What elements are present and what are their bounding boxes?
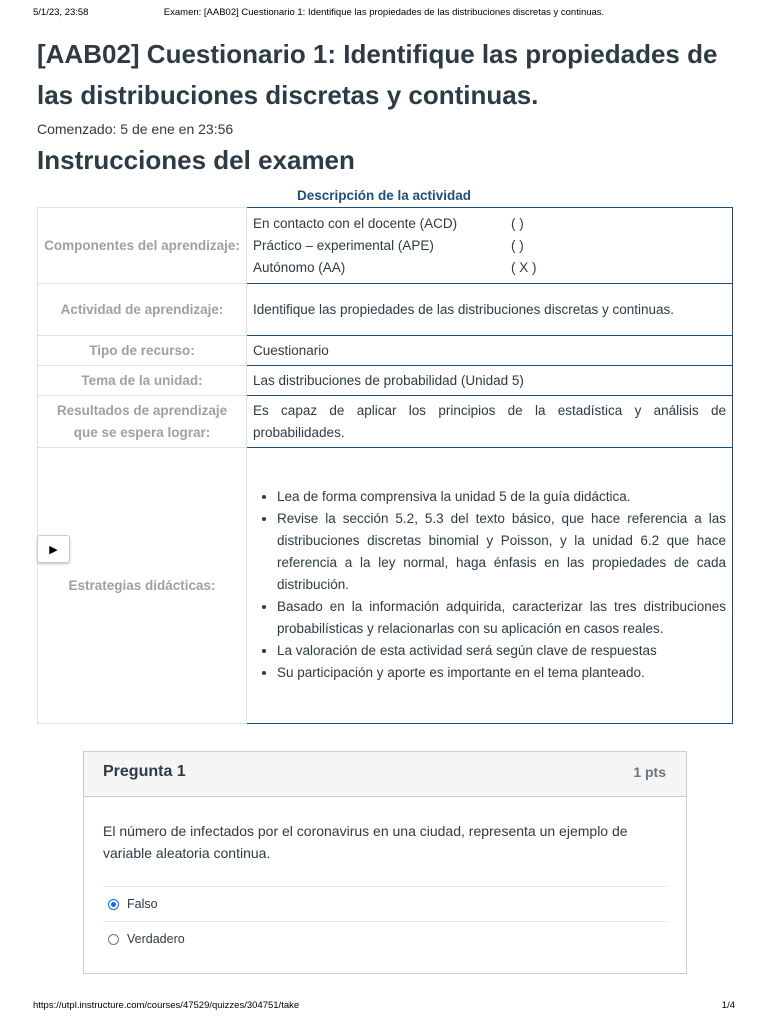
activity-table — [37, 207, 733, 724]
component-item — [253, 257, 726, 279]
answer-option-verdadero[interactable] — [103, 921, 667, 956]
component-text: Autónomo (AA) — [253, 259, 346, 275]
started-timestamp: Comenzado: 5 de ene en 23:56 — [37, 121, 234, 137]
learning-activity-label: Actividad de aprendizaje: — [38, 284, 247, 336]
question-card — [83, 751, 687, 974]
radio-unselected-icon[interactable] — [108, 934, 119, 945]
unit-topic-label: Tema de la unidad: — [38, 366, 247, 396]
play-button[interactable] — [37, 535, 70, 563]
resource-type-value: Cuestionario — [247, 336, 733, 366]
component-mark: ( X ) — [511, 259, 537, 275]
list-item: • Lea de forma comprensiva la unidad 5 de la guía didáctica. — [277, 486, 726, 508]
list-item: • Basado en la información adquirida, caracterizar las tres distribuciones probabilísticas y relacionarlas con su aplicación en casos reales. — [277, 596, 726, 640]
print-footer — [0, 998, 768, 1024]
table-row — [38, 284, 733, 336]
print-page-number: 1/4 — [721, 1000, 735, 1011]
strategies-label: Estrategias didácticas: — [38, 448, 247, 724]
instructions-heading: Instrucciones del examen — [37, 145, 355, 175]
unit-topic-value: Las distribuciones de probabilidad (Unidad 5) — [247, 366, 733, 396]
print-header — [0, 0, 768, 20]
answer-label: Falso — [127, 897, 158, 911]
quiz-title: [AAB02] Cuestionario 1: Identifique las propiedades de las distribuciones discretas y continuas. — [37, 39, 718, 110]
table-row — [38, 366, 733, 396]
question-points: 1 pts — [633, 764, 666, 780]
print-url: https://utpl.instructure.com/courses/47529/quizzes/304751/take — [33, 1000, 300, 1011]
activity-caption: Descripción de la actividad — [296, 188, 472, 203]
component-mark: ( ) — [511, 237, 524, 253]
question-text: El número de infectados por el coronavirus en una ciudad, representa un ejemplo de variable aleatoria continua. — [103, 823, 628, 861]
component-text: Práctico – experimental (APE) — [253, 237, 434, 253]
table-row — [38, 208, 733, 284]
list-item: • Su participación y aporte es importante en el tema planteado. — [277, 662, 726, 684]
component-mark: ( ) — [511, 215, 524, 231]
question-name: Pregunta 1 — [103, 763, 186, 780]
question-header — [84, 752, 686, 797]
component-text: En contacto con el docente (ACD) — [253, 215, 458, 231]
results-label: Resultados de aprendizaje que se espera lograr: — [38, 396, 247, 448]
table-row — [38, 396, 733, 448]
component-item — [253, 213, 726, 235]
resource-type-label: Tipo de recurso: — [38, 336, 247, 366]
component-item — [253, 235, 726, 257]
strategies-cell — [247, 448, 733, 724]
table-row — [38, 336, 733, 366]
table-row — [38, 448, 733, 724]
list-item: • La valoración de esta actividad será según clave de respuestas — [277, 640, 726, 662]
radio-selected-icon[interactable] — [108, 899, 119, 910]
print-document-title: Examen: [AAB02] Cuestionario 1: Identifique las propiedades de las distribuciones discretas y continuas. — [163, 7, 605, 18]
print-date: 5/1/23, 23:58 — [33, 7, 89, 18]
strategies-list — [253, 486, 726, 684]
answer-option-falso[interactable] — [103, 886, 667, 921]
learning-activity-value: Identifique las propiedades de las distribuciones discretas y continuas. — [247, 284, 733, 336]
results-value: Es capaz de aplicar los principios de la estadística y análisis de probabilidades. — [247, 396, 733, 448]
list-item: • Revise la sección 5.2, 5.3 del texto básico, que hace referencia a las distribuciones discretas binomial y Poisson, y la unidad 6.2 que hace referencia a la ley normal, haga énfasis en las propiedades de cada distribución. — [277, 508, 726, 596]
components-cell — [247, 208, 733, 284]
play-icon: ▶ — [49, 543, 58, 556]
answer-label: Verdadero — [127, 932, 185, 946]
components-label: Componentes del aprendizaje: — [38, 208, 247, 284]
